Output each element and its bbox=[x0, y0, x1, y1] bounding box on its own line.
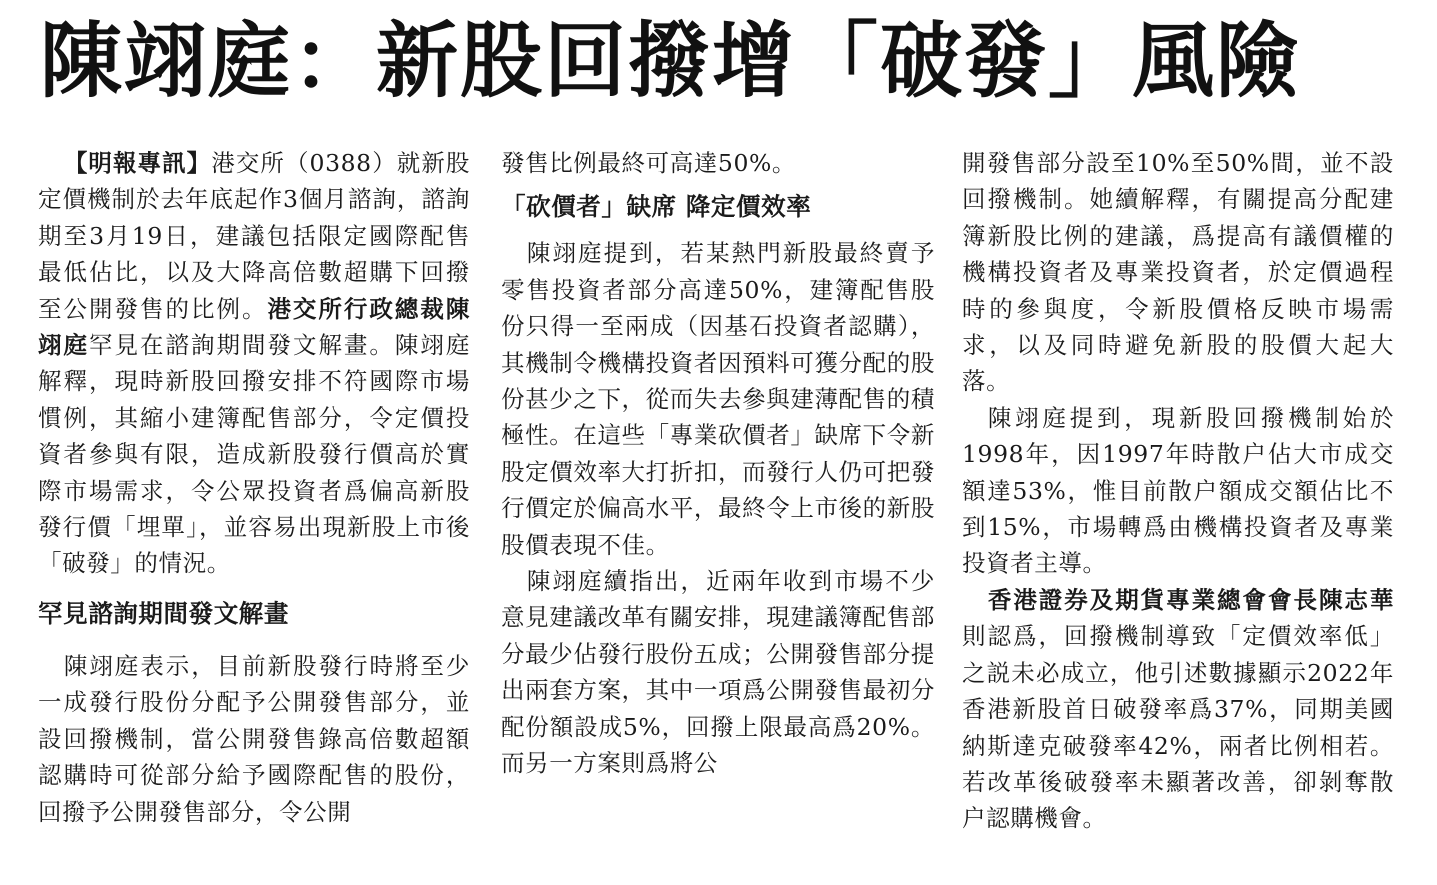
paragraph: 發售比例最終可高達50%。 bbox=[501, 149, 797, 177]
paragraph-text: 則認爲，回撥機制導致「定價效率低」之説未必成立，他引述數據顯示2022年香港新股首日破發率爲37%，同期美國納斯達克破發率42%，兩者比例相若。若改革後破發率未顯著改善，卻剝奪散户認購機會。 bbox=[962, 622, 1394, 833]
paragraph-text: 港交所（0388）就新股定價機制於去年底起作3個月諮詢，諮詢期至3月19日，建議包括限定國際配售最低佔比，以及大降高倍數超購下回撥至公開發售的比例。 bbox=[38, 149, 470, 323]
person-highlight: 港交所行政總裁陳翊庭 bbox=[38, 294, 470, 360]
headline: 陳翊庭：新股回撥增「破發」風險 bbox=[40, 13, 1301, 109]
column-1 bbox=[38, 145, 470, 830]
paragraph: 陳翊庭提到，現新股回撥機制始於1998年，因1997年時散户佔大市成交額達53%，惟目前散户額成交額佔比不到15%，市場轉爲由機構投資者及專業投資者主導。 bbox=[962, 403, 1394, 578]
news-agency-tag: 【明報專訊】 bbox=[63, 149, 212, 177]
paragraph-text: 罕見在諮詢期間發文解畫。陳翊庭解釋，現時新股回撥安排不符國際市場慣例，其縮小建簿配售部分，令定價投資者參與有限，造成新股發行價高於實際市場需求，令公眾投資者爲偏高新股發行價「埋單」，並容易出現新股上市後「破發」的情況。 bbox=[38, 331, 471, 578]
paragraph: 陳翊庭提到，若某熱門新股最終賣予零售投資者部分高達50%，建簿配售股份只得一至兩成（因基石投資者認購），其機制令機構投資者因預料可獲分配的股份甚少之下，從而失去參與建薄配售的積極性。在這些「專業砍價者」缺席下令新股定價效率大打折扣，而發行人仍可把發行價定於偏高水平，最終令上市後的新股股價表現不佳。 bbox=[501, 239, 935, 559]
subheading: 罕見諮詢期間發文解畫 bbox=[38, 598, 289, 628]
column-3 bbox=[962, 145, 1394, 837]
paragraph bbox=[38, 145, 470, 582]
paragraph bbox=[962, 582, 1394, 837]
column-2 bbox=[501, 145, 935, 782]
paragraph: 陳翊庭續指出，近兩年收到市場不少意見建議改革有關安排，現建議簿配售部分最少佔發行股份五成；公開發售部分提出兩套方案，其中一項爲公開發售最初分配份額設成5%，回撥上限最高爲20%。而另一方案則爲將公 bbox=[501, 567, 935, 778]
paragraph: 開發售部分設至10%至50%間，並不設回撥機制。她續解釋，有關提高分配建簿新股比例的建議，爲提高有議價權的機構投資者及專業投資者，於定價過程時的參與度，令新股價格反映市場需求，以及同時避免新股的股價大起大落。 bbox=[962, 149, 1394, 396]
paragraph: 陳翊庭表示，目前新股發行時將至少一成發行股份分配予公開發售部分，並設回撥機制，當公開發售錄高倍數超額認購時可從部分給予國際配售的股份，回撥予公開發售部分，令公開 bbox=[38, 651, 470, 826]
subheading: 「砍價者」缺席 降定價效率 bbox=[501, 192, 812, 222]
person-highlight: 香港證券及期貨專業總會會長陳志華 bbox=[987, 585, 1394, 614]
